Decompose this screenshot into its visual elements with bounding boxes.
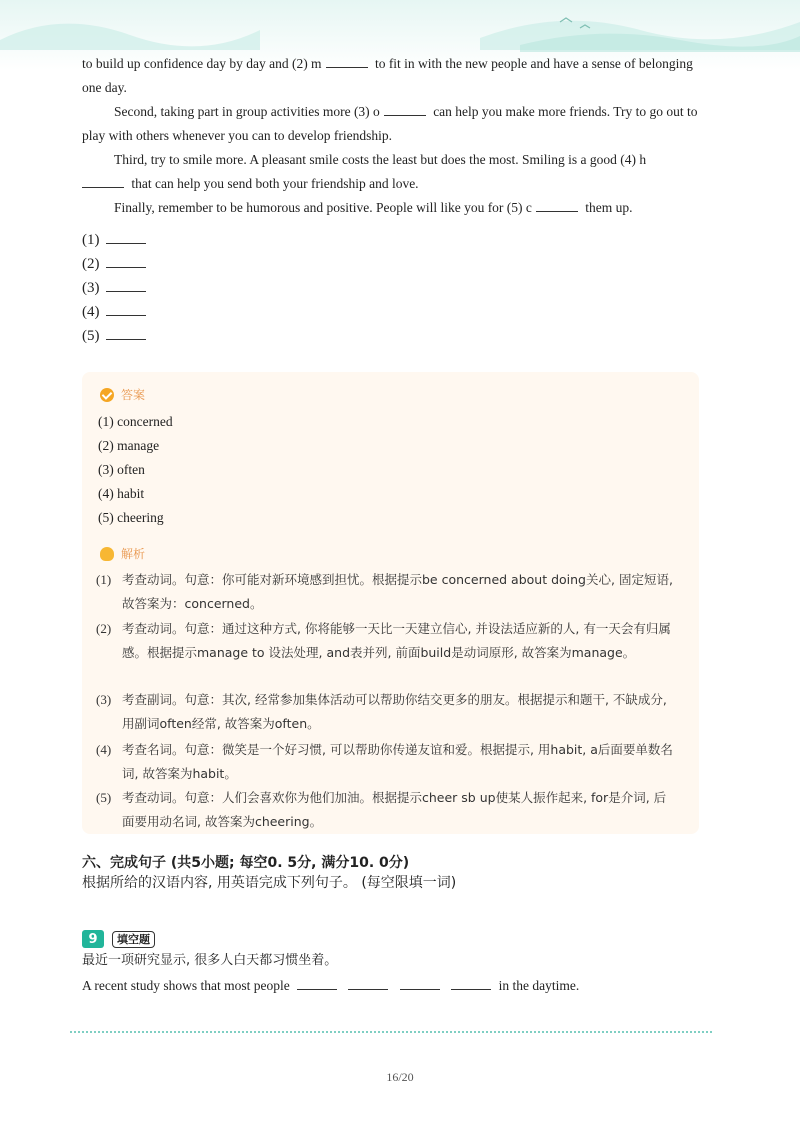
analysis-item [96, 617, 676, 665]
analysis-item [96, 688, 676, 736]
answer-line [82, 276, 150, 300]
passage-text: Third, try to smile more. A pleasant smile costs the least but does the most. Smiling is a good (4) h [114, 152, 647, 167]
sentence-text: A recent study shows that most people [82, 978, 290, 993]
answer-line [82, 300, 150, 324]
lightbulb-icon [100, 547, 114, 561]
answer-blank-list [82, 228, 150, 348]
question-number: (1) [82, 232, 100, 248]
section-instruction: 根据所给的汉语内容, 用英语完成下列句子。 (每空限填一词) [82, 875, 457, 891]
answer-blank[interactable] [106, 233, 146, 244]
question-number: (3) [82, 280, 100, 296]
answer-blank[interactable] [106, 257, 146, 268]
analysis-text: 考查副词。句意：其次, 经常参加集体活动可以帮助你结交更多的朋友。根据提示和题干, 不缺成分, 用副词often经常, 故答案为often。 [122, 692, 667, 731]
passage-paragraph-3 [82, 148, 702, 196]
question-header [82, 930, 155, 948]
sentence-text: in the daytime. [498, 978, 580, 993]
analysis-number: (5) [96, 790, 112, 805]
section-title: 六、完成句子 (共5小题; 每空0. 5分, 满分10. 0分) [82, 855, 410, 871]
passage-paragraph-1 [82, 52, 702, 100]
analysis-number: (3) [96, 692, 112, 707]
analysis-label: 解析 [121, 547, 146, 561]
question-english-sentence [82, 975, 579, 997]
blank-3[interactable] [384, 105, 426, 116]
blank-4[interactable] [82, 177, 124, 188]
answer-line [82, 252, 150, 276]
answer-blank[interactable] [106, 305, 146, 316]
analysis-item [96, 786, 676, 834]
answer-label: 答案 [121, 388, 146, 402]
answer-item: (3) often [98, 462, 145, 477]
answer-blank[interactable] [348, 979, 388, 990]
analysis-item [96, 738, 676, 786]
passage-text: Finally, remember to be humorous and positive. People will like you for (5) c [114, 200, 532, 215]
answer-blank[interactable] [106, 281, 146, 292]
passage-text: Second, taking part in group activities more (3) o [114, 104, 380, 119]
analysis-number: (1) [96, 572, 112, 587]
question-type-badge: 填空题 [112, 931, 155, 948]
page-number: 16/20 [386, 1070, 414, 1084]
answer-line [82, 228, 150, 252]
blank-2[interactable] [326, 57, 368, 68]
analysis-number: (4) [96, 742, 112, 757]
passage-text: to build up confidence day by day and (2) m [82, 56, 322, 71]
answer-item: (2) manage [98, 438, 160, 453]
passage-text: them up. [585, 200, 633, 215]
answer-item: (1) concerned [98, 414, 173, 429]
answer-tag [100, 386, 145, 403]
analysis-number: (2) [96, 621, 112, 636]
passage-text: can help you make more friends. Try to go out to play with others whenever you can to develop friendship. [82, 104, 698, 143]
passage-text: to fit in with the new people and have a sense of belonging one day. [82, 56, 693, 95]
passage-paragraph-2 [82, 100, 702, 148]
answer-item: (4) habit [98, 486, 145, 501]
footer-divider [70, 1031, 712, 1033]
answer-line [82, 324, 150, 348]
check-icon [100, 388, 114, 402]
question-number-badge: 9 [82, 930, 104, 948]
analysis-item [96, 568, 676, 616]
answer-explanation-box [82, 372, 699, 834]
analysis-text: 考查动词。句意：人们会喜欢你为他们加油。根据提示cheer sb up使某人振作起来, for是介词, 后面要用动名词, 故答案为cheering。 [122, 790, 667, 829]
passage-paragraph-4 [82, 196, 702, 220]
answer-blank[interactable] [400, 979, 440, 990]
question-number: (5) [82, 328, 100, 344]
answer-blank[interactable] [297, 979, 337, 990]
question-chinese-prompt: 最近一项研究显示, 很多人白天都习惯坐着。 [82, 953, 338, 968]
question-number: (2) [82, 256, 100, 272]
analysis-text: 考查动词。句意：通过这种方式, 你将能够一天比一天建立信心, 并设法适应新的人, 有一天会有归属感。根据提示manage to 设法处理, and表并列, 前面build是动词原形, 故答案为manage。 [122, 621, 671, 660]
passage-text: that can help you send both your friendship and love. [131, 176, 419, 191]
answer-blank[interactable] [451, 979, 491, 990]
analysis-tag [100, 545, 145, 562]
blank-5[interactable] [536, 201, 578, 212]
analysis-text: 考查动词。句意：你可能对新环境感到担忧。根据提示be concerned about doing关心, 固定短语, 故答案为：concerned。 [122, 572, 673, 611]
answer-item: (5) cheering [98, 510, 164, 525]
question-number: (4) [82, 304, 100, 320]
answer-blank[interactable] [106, 329, 146, 340]
analysis-text: 考查名词。句意：微笑是一个好习惯, 可以帮助你传递友谊和爱。根据提示, 用habit, a后面要单数名词, 故答案为habit。 [122, 742, 673, 781]
